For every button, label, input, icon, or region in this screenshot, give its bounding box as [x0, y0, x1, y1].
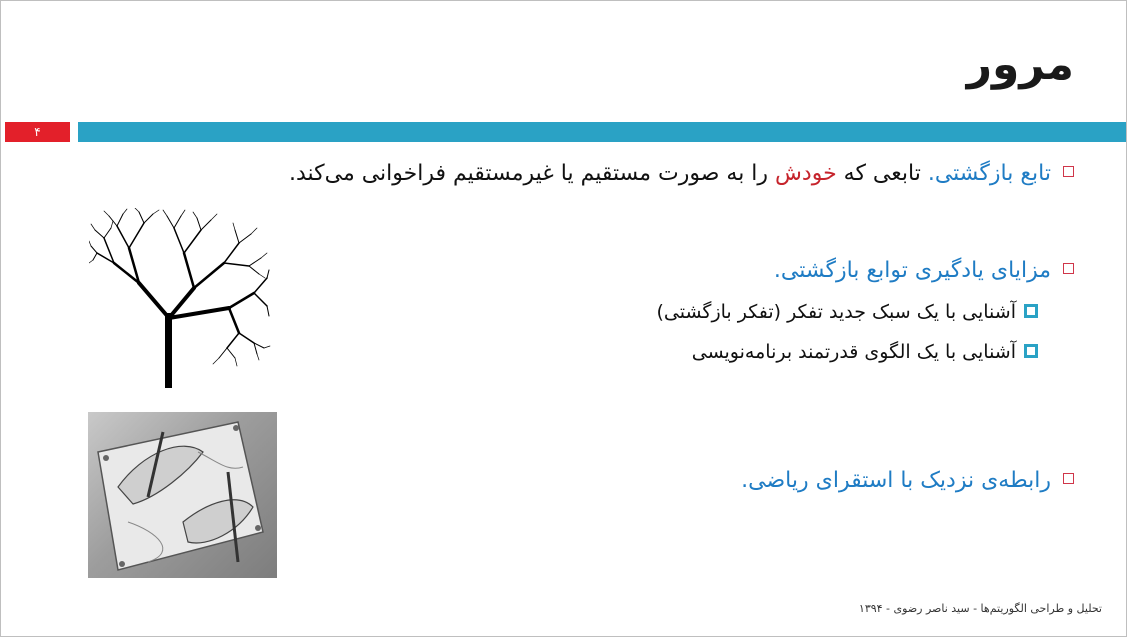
bullet-induction — [741, 468, 1074, 493]
bullet-term: تابع بازگشتی. — [927, 161, 1051, 186]
slide-number: ۴ — [34, 125, 41, 139]
bullet-highlight: خودش — [775, 161, 837, 186]
bullet-recursive-function — [289, 161, 1074, 186]
subbullet-text: آشنایی با یک سبک جدید تفکر (تفکر بازگشتی) — [656, 301, 1016, 323]
filled-square-bullet-icon — [1024, 304, 1038, 318]
bullet-text-rest: را به صورت مستقیم یا غیرمستقیم فراخوانی می‌کند. — [288, 161, 776, 186]
footer-text: تحلیل و طراحی الگوریتم‌ها - سید ناصر رضوی - ۱۳۹۴ — [858, 602, 1102, 615]
bullet-text: رابطه‌ی نزدیک با استقرای ریاضی. — [741, 468, 1051, 493]
square-bullet-icon — [1063, 166, 1074, 177]
header-divider-bar — [78, 122, 1127, 142]
fractal-tree-image — [89, 208, 271, 390]
subbullet-programming-pattern — [692, 341, 1038, 363]
bullet-benefits — [774, 258, 1074, 283]
filled-square-bullet-icon — [1024, 344, 1038, 358]
bullet-text: تابعی که — [836, 161, 928, 186]
subbullet-new-thinking — [656, 301, 1038, 323]
drawing-hands-image — [88, 412, 277, 578]
slide-number-badge — [5, 122, 70, 142]
subbullet-text: آشنایی با یک الگوی قدرتمند برنامه‌نویسی — [691, 341, 1016, 363]
bullet-text: مزایای یادگیری توابع بازگشتی. — [773, 258, 1051, 283]
square-bullet-icon — [1063, 473, 1074, 484]
slide-title: مرور — [966, 39, 1074, 90]
drawing-hands-illustration — [88, 412, 277, 578]
square-bullet-icon — [1063, 263, 1074, 274]
